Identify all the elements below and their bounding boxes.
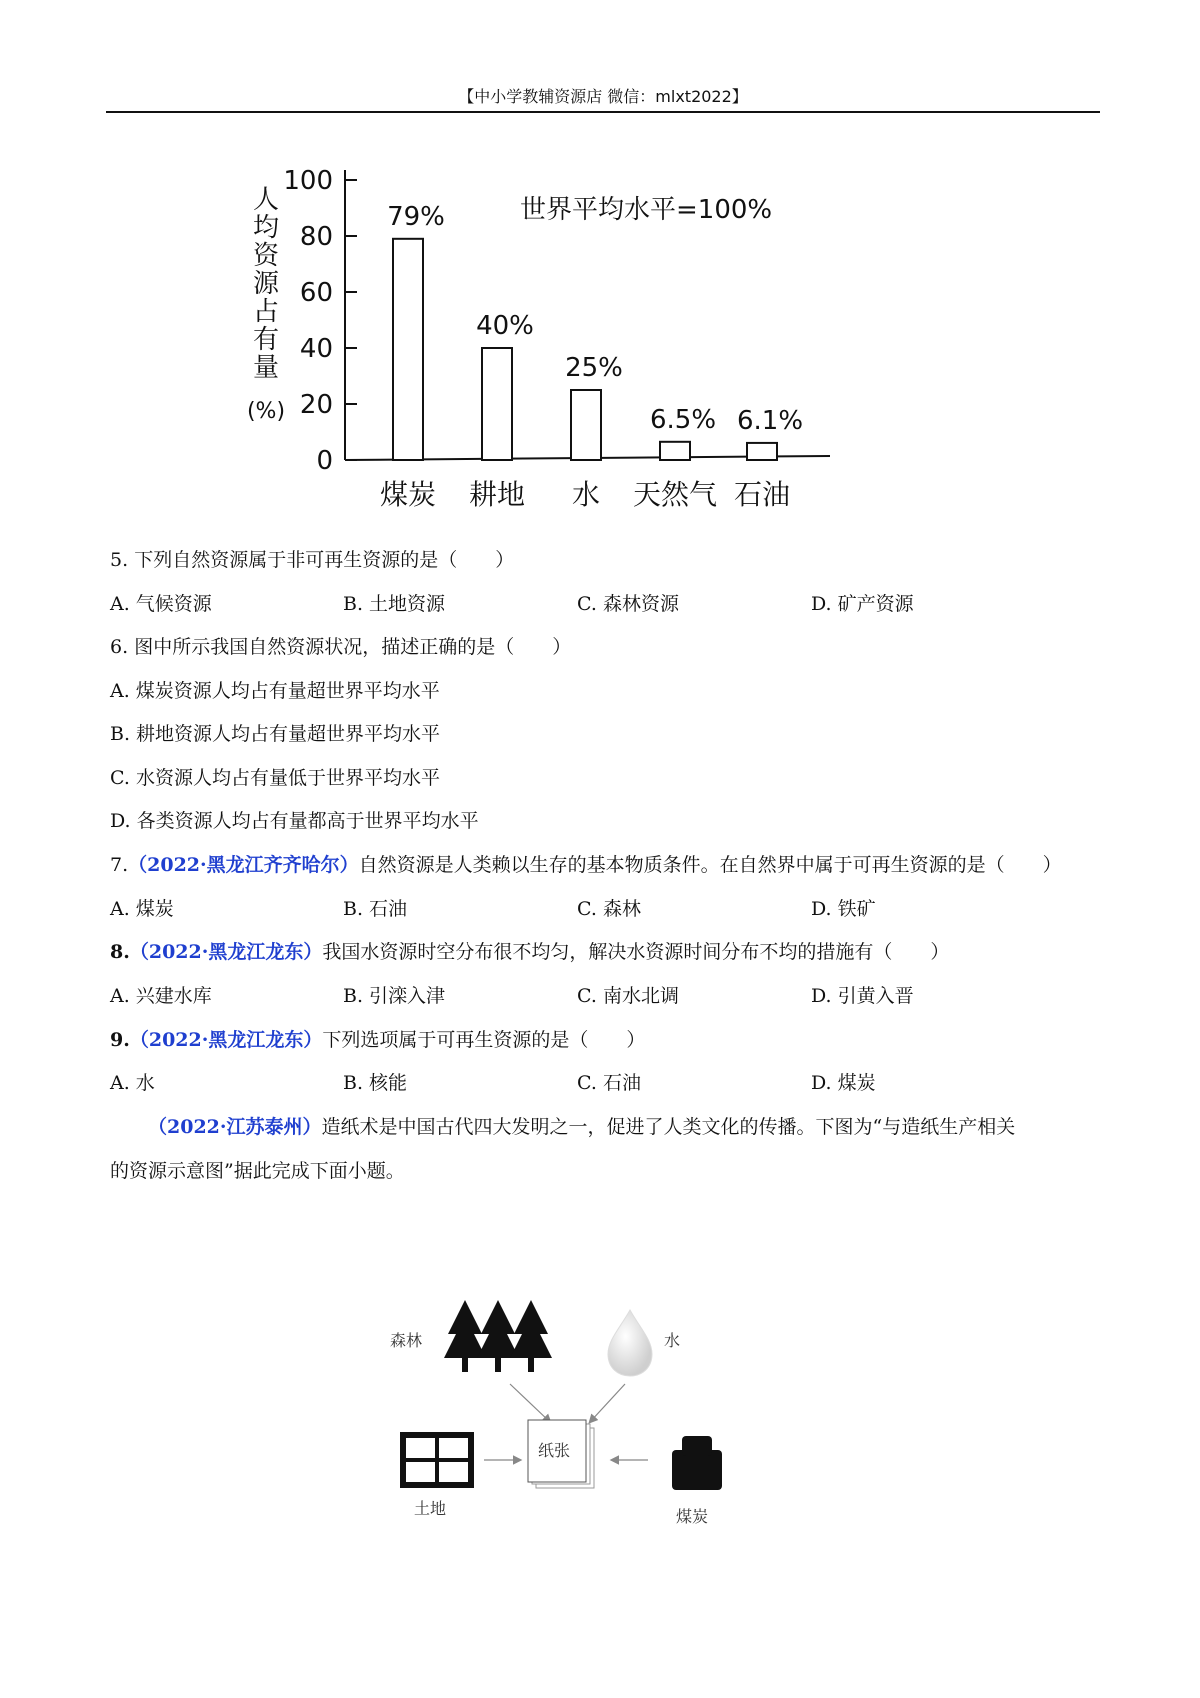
bar-value-label: 25% xyxy=(565,353,623,383)
bar-石油 xyxy=(747,443,777,460)
question-source: （2022·黑龙江龙东） xyxy=(129,941,323,963)
y-tick-label: 0 xyxy=(316,446,333,476)
q8-option-c[interactable]: C. 南水北调 xyxy=(577,985,679,1007)
y-tick-label: 80 xyxy=(299,222,333,252)
bar-耕地 xyxy=(482,348,512,460)
y-tick-label: 100 xyxy=(283,166,333,196)
q9-option-c[interactable]: C. 石油 xyxy=(577,1072,641,1094)
question-number: 8. xyxy=(110,941,130,963)
q5-option-d[interactable]: D. 矿产资源 xyxy=(811,593,914,615)
y-label-char: 均 xyxy=(252,213,280,243)
bar-value-label: 79% xyxy=(387,201,445,232)
arrow-forest-to-paper xyxy=(510,1384,550,1422)
q8-option-a[interactable]: A. 兴建水库 xyxy=(110,985,212,1007)
question-number: 7. xyxy=(110,854,129,876)
coal-label: 煤炭 xyxy=(676,1507,709,1526)
q9-option-a[interactable]: A. 水 xyxy=(110,1072,155,1094)
bar-value-label: 6.5% xyxy=(649,404,717,435)
question-number: 9. xyxy=(110,1029,130,1051)
header-divider xyxy=(106,111,1100,113)
tree-icon xyxy=(444,1300,552,1372)
q7-option-c[interactable]: C. 森林 xyxy=(577,898,641,920)
q6-option-a[interactable]: A. 煤炭资源人均占有量超世界平均水平 xyxy=(110,680,440,702)
bar-煤炭 xyxy=(393,239,423,460)
paper-resources-diagram xyxy=(390,1300,800,1550)
y-label-char: 有 xyxy=(252,325,280,355)
x-category-label: 煤炭 xyxy=(379,478,437,511)
question-number: 5. xyxy=(110,549,129,571)
q5-option-c[interactable]: C. 森林资源 xyxy=(577,593,679,615)
bar-value-label: 40% xyxy=(476,311,534,341)
y-label-char: 人 xyxy=(252,185,280,215)
y-label-char: 量 xyxy=(252,353,280,383)
x-category-labels xyxy=(380,478,790,511)
arrow-water-to-paper xyxy=(590,1384,625,1422)
bar-value-label: 6.1% xyxy=(736,405,804,436)
q9-option-b[interactable]: B. 核能 xyxy=(343,1072,408,1094)
question-7 xyxy=(110,853,1062,877)
question-source: （2022·黑龙江龙东） xyxy=(129,1029,323,1051)
y-tick-label: 40 xyxy=(299,334,333,364)
q6-option-d[interactable]: D. 各类资源人均占有量都高于世界平均水平 xyxy=(110,810,479,832)
passage-line-1 xyxy=(110,1115,1100,1139)
q8-option-d[interactable]: D. 引黄入晋 xyxy=(811,985,914,1007)
land-grid-icon xyxy=(400,1432,474,1488)
question-9 xyxy=(110,1028,645,1052)
question-source: （2022·黑龙江齐齐哈尔） xyxy=(128,854,359,876)
coal-pile-icon xyxy=(672,1436,722,1490)
x-category-label: 耕地 xyxy=(468,478,526,511)
q7-option-d[interactable]: D. 铁矿 xyxy=(811,898,876,920)
q7-option-b[interactable]: B. 石油 xyxy=(343,898,408,920)
q9-option-d[interactable]: D. 煤炭 xyxy=(811,1072,876,1094)
x-category-label: 天然气 xyxy=(632,478,718,511)
water-label: 水 xyxy=(664,1331,681,1350)
q8-option-b[interactable]: B. 引滦入津 xyxy=(343,985,446,1007)
y-label-char: 占 xyxy=(252,297,280,327)
paper-label: 纸张 xyxy=(538,1441,571,1460)
question-text: 下列选项属于可再生资源的是（ ） xyxy=(322,1029,646,1051)
question-8 xyxy=(110,940,949,964)
bars xyxy=(393,239,777,460)
y-label-char: 源 xyxy=(252,269,280,299)
question-6 xyxy=(110,635,571,659)
chart-title: 世界平均水平=100% xyxy=(520,195,773,225)
passage-source: （2022·江苏泰州） xyxy=(148,1116,322,1138)
question-text: 自然资源是人类赖以生存的基本物质条件。在自然界中属于可再生资源的是（ ） xyxy=(358,854,1062,876)
question-text: 下列自然资源属于非可再生资源的是（ ） xyxy=(134,549,515,571)
y-label-unit: (%) xyxy=(246,399,286,424)
passage-text: 造纸术是中国古代四大发明之一，促进了人类文化的传播。下图为“与造纸生产相关 xyxy=(321,1116,1016,1138)
page-header: 【中小学教辅资源店 微信：mlxt2022】 xyxy=(458,87,748,106)
passage-line-2: 的资源示意图”据此完成下面小题。 xyxy=(110,1160,405,1182)
water-drop-icon xyxy=(608,1310,652,1376)
q6-option-c[interactable]: C. 水资源人均占有量低于世界平均水平 xyxy=(110,767,440,789)
y-axis-label xyxy=(247,185,285,424)
q5-option-b[interactable]: B. 土地资源 xyxy=(343,593,446,615)
question-5 xyxy=(110,548,514,572)
q5-option-a[interactable]: A. 气候资源 xyxy=(110,593,212,615)
y-tick-label: 60 xyxy=(299,278,333,308)
question-text: 图中所示我国自然资源状况，描述正确的是（ ） xyxy=(134,636,572,658)
bar-水 xyxy=(571,390,601,460)
question-number: 6. xyxy=(110,636,129,658)
q6-option-b[interactable]: B. 耕地资源人均占有量超世界平均水平 xyxy=(110,723,441,745)
land-label: 土地 xyxy=(414,1499,447,1518)
bar-天然气 xyxy=(660,442,690,460)
q7-option-a[interactable]: A. 煤炭 xyxy=(110,898,174,920)
forest-label: 森林 xyxy=(390,1331,423,1350)
x-category-label: 石油 xyxy=(733,478,791,511)
x-category-label: 水 xyxy=(571,478,601,511)
question-text: 我国水资源时空分布很不均匀，解决水资源时间分布不均的措施有（ ） xyxy=(322,941,950,963)
y-label-char: 资 xyxy=(252,241,280,271)
resource-bar-chart xyxy=(246,160,920,570)
y-tick-label: 20 xyxy=(299,390,333,420)
